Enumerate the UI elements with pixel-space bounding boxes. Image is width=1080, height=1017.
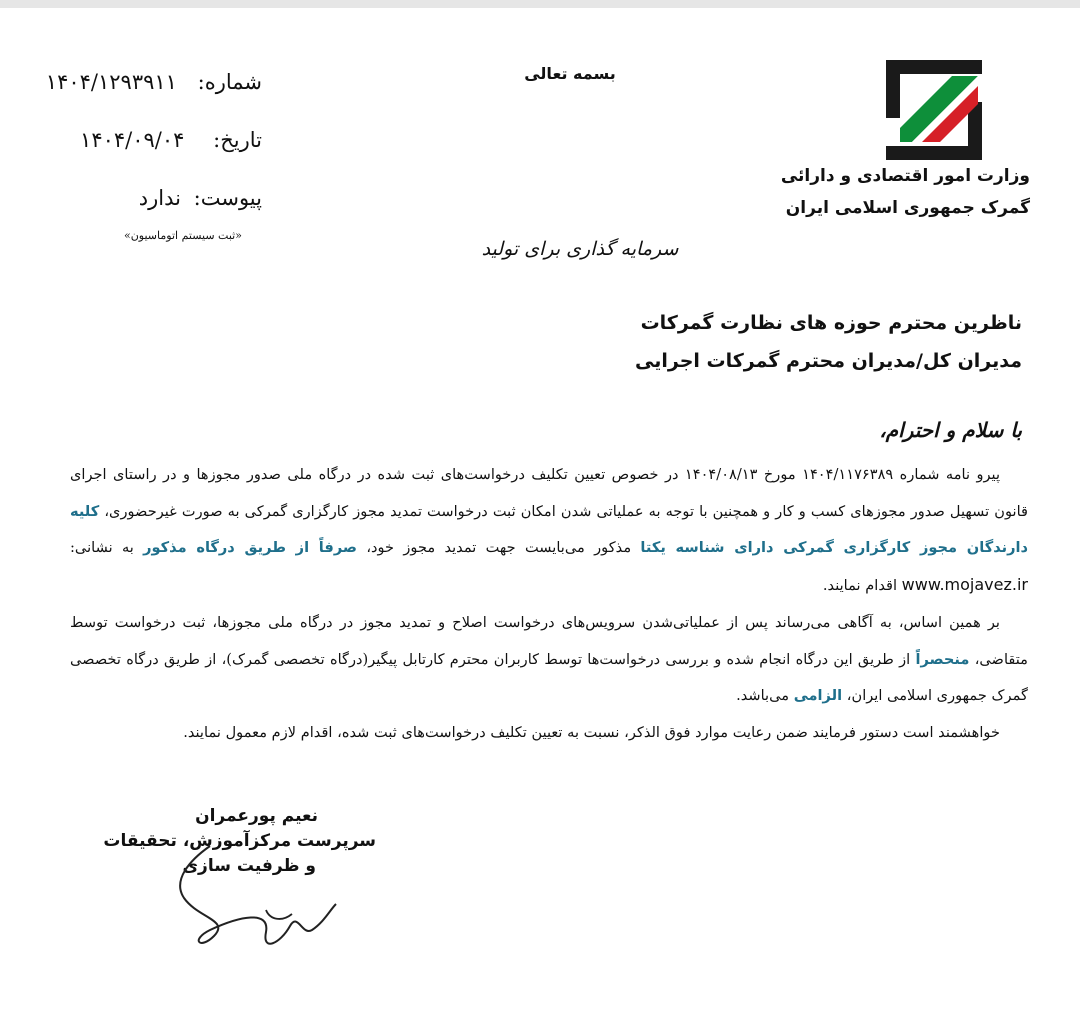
p2-highlight-exclusively: منحصراً: [915, 650, 970, 668]
signatory-title-2: و ظرفیت سازی: [182, 856, 316, 876]
logo-frame-left: [886, 60, 900, 118]
date-label: تاریخ:: [213, 128, 262, 152]
paragraph-1: [70, 457, 1028, 605]
letter-number: [40, 70, 262, 94]
logo-frame-top: [886, 60, 982, 74]
letter-attachment: [40, 186, 262, 210]
signatory-name: نعیم پورعمران: [195, 806, 318, 826]
invocation: بسمه تعالی: [524, 64, 616, 83]
p1-highlight-holders: کلیه دارندگان مجوز کارگزاری گمرکی دارای شناسه یکتا: [70, 502, 1029, 557]
handwritten-signature: [170, 840, 360, 960]
slogan: سرمایه گذاری برای تولید: [481, 238, 679, 260]
portal-url: www.mojavez.ir: [901, 575, 1028, 595]
addressee-line-2: مدیران کل/مدیران محترم گمرکات اجرایی: [635, 350, 1022, 372]
customs-logo: [882, 56, 986, 164]
addressee-line-1: ناظرین محترم حوزه های نظارت گمرکات: [640, 312, 1022, 334]
p1-highlight-portal: صرفاً از طریق درگاه مذکور: [143, 539, 358, 557]
letter-body: [70, 457, 1028, 752]
p1-text-a: پیرو نامه شماره ۱۴۰۴/۱۱۷۶۳۸۹ مورخ ۱۴۰۴/۰۸/۱۳ در خصوص تعیین تکلیف درخواست‌های ثبت شده در درگاه ملی صدور مجوزها و در راستای اجرای قانون تسهیل صدور مجوزهای کسب و کار و همچنین با توجه به عملیاتی شدن امکان ثبت درخواست تمدید مجوز کارگزاری گمرکی به صورت غیرحضوری،: [70, 466, 1028, 520]
p2-text-b: از طریق این درگاه انجام شده و بررسی درخواست‌ها توسط کاربران محترم کارتابل پیگیر(درگاه تخصصی گمرک)، از طریق درگاه تخصصی گمرک جمهوری اسلامی ایران،: [70, 650, 1028, 705]
automation-note: «ثبت سیستم اتوماسیون»: [124, 229, 242, 242]
paragraph-3: خواهشمند است دستور فرمایند ضمن رعایت موارد فوق الذکر، نسبت به تعیین تکلیف درخواست‌های ثبت شده، اقدام لازم معمول نمایند.: [183, 723, 1000, 741]
ministry-name: وزارت امور اقتصادی و دارائی: [780, 166, 1030, 186]
p1-text-c: به نشانی:: [70, 539, 134, 557]
p1-text-b: مذکور می‌بایست جهت تمدید مجوز خود،: [366, 539, 632, 557]
attachment-value: ندارد: [138, 186, 181, 210]
p2-text-c: می‌باشد.: [736, 687, 790, 705]
number-label: شماره:: [197, 70, 262, 94]
p2-text-a: بر همین اساس، به آگاهی می‌رساند پس از عملیاتی‌شدن سرویس‌های درخواست اصلاح و تمدید مجوز در درگاه ملی مجوزها، ثبت درخواست توسط متقاضی،: [70, 613, 1029, 668]
organization-name: گمرک جمهوری اسلامی ایران: [785, 198, 1030, 218]
paragraph-2: [70, 605, 1028, 715]
signatory-title-1: سرپرست مرکزآموزش، تحقیقات: [103, 831, 376, 851]
p1-text-d: اقدام نمایند.: [822, 577, 898, 595]
letter-date: [40, 128, 262, 152]
date-value: ۱۴۰۴/۰۹/۰۴: [80, 128, 185, 152]
greeting: با سلام و احترام،: [879, 418, 1022, 442]
p2-highlight-mandatory: الزامی: [793, 687, 843, 705]
attachment-label: پیوست:: [193, 186, 262, 210]
logo-frame-bottom: [886, 146, 982, 160]
number-value: ۱۴۰۴/۱۲۹۳۹۱۱: [45, 70, 177, 94]
top-bar: [0, 0, 1080, 8]
